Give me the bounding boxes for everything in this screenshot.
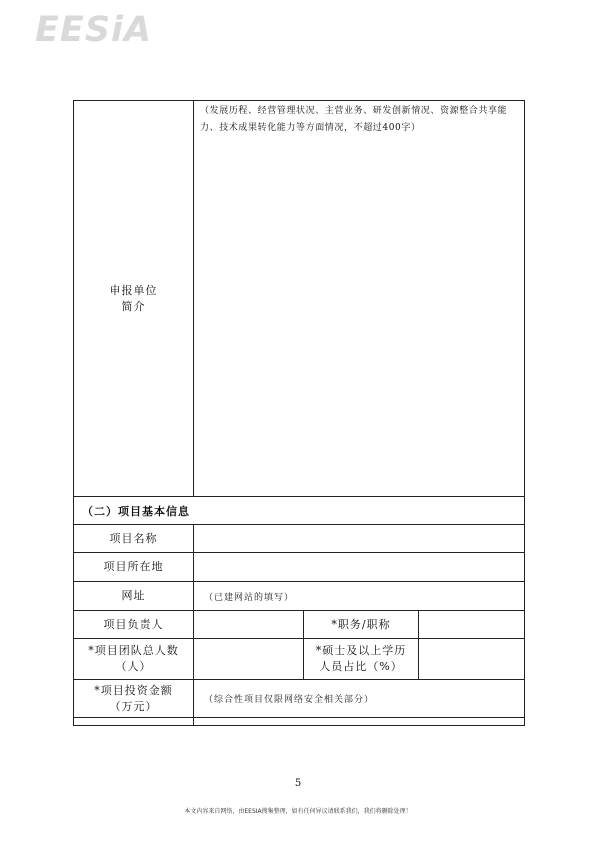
project-location-row [74,553,525,582]
section-title: （二）项目基本信息 [74,497,525,525]
table-tail-cell [74,718,194,726]
project-name-label: 项目名称 [74,525,194,553]
team-row [74,639,525,680]
footer-disclaimer: 本文内容来自网络，由EESIA搜集整理，如有任何异议请联系我们，我们将删除处理！ [184,808,412,815]
investment-row [74,680,525,718]
project-location-field[interactable] [194,553,525,582]
table-tail-cell [194,718,525,726]
team-size-label: *项目团队总人数 （人） [74,639,194,680]
website-row [74,582,525,611]
table-tail-row [74,718,525,726]
position-title-field[interactable] [419,611,525,639]
investment-field[interactable] [194,680,525,718]
masters-ratio-label: *硕士及以上学历 人员占比（%） [304,639,419,680]
website-field[interactable] [194,582,525,611]
website-label: 网址 [74,582,194,611]
project-leader-row [74,611,525,639]
investment-label: *项目投资金额 （万元） [74,680,194,718]
project-name-row [74,525,525,553]
application-form-table [73,100,524,726]
project-location-label: 项目所在地 [74,553,194,582]
eesia-logo: EESiA [35,10,153,50]
investment-hint: （综合性项目仅限网络安全相关部分） [204,695,375,705]
masters-ratio-field[interactable] [419,639,525,680]
org-intro-label: 申报单位 简介 [74,101,194,497]
section-header-row [74,497,525,525]
project-leader-label: 项目负责人 [74,611,194,639]
position-title-label: *职务/职称 [304,611,419,639]
page-number: 5 [294,778,302,789]
team-size-field[interactable] [194,639,304,680]
org-intro-row [74,101,525,497]
project-name-field[interactable] [194,525,525,553]
website-hint: （已建网站的填写） [204,592,295,603]
project-leader-field[interactable] [194,611,304,639]
org-intro-instruction: （发展历程、经营管理状况、主营业务、研发创新情况、资源整合共享能力、技术成果转化能力等方面情况，不超过400字） [200,106,508,133]
org-intro-field[interactable] [194,101,525,497]
